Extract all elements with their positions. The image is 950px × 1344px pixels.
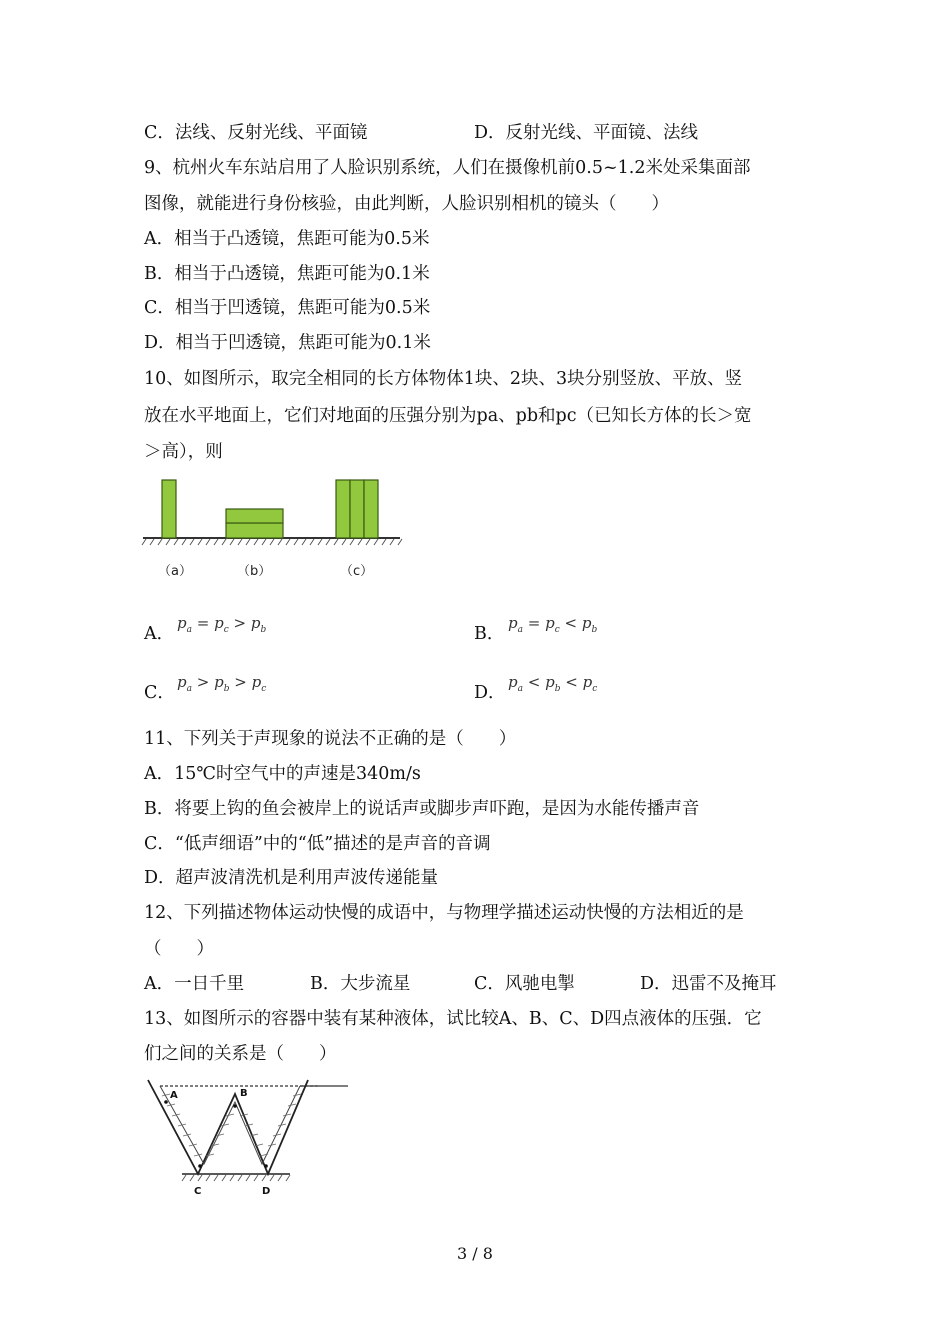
q9-stem-line2: 图像，就能进行身份核验，由此判断，人脸识别相机的镜头（ ） [144,194,669,214]
q11-stem: 11、下列关于声现象的说法不正确的是（ ） [144,729,517,749]
q9-option-a: A．相当于凸透镜，焦距可能为0.5米 [144,229,430,249]
block-c-1 [336,480,350,538]
q13-stem-line1: 13、如图所示的容器中装有某种液体，试比较A、B、C、D四点液体的压强．它 [144,1009,762,1029]
q10-stem-line1: 10、如图所示，取完全相同的长方体物体1块、2块、3块分别竖放、平放、竖 [144,369,743,389]
q10-option-d-formula: $p_a < p_b < p_c$ [508,673,598,694]
q12-option-d: D．迅雷不及掩耳 [640,974,777,994]
q10-option-a-formula: $p_a = p_c > p_b$ [177,614,267,635]
q11-option-b: B．将要上钩的鱼会被岸上的说话声或脚步声吓跑，是因为水能传播声音 [144,799,700,819]
q10-stem-line3: ＞高），则 [144,442,223,462]
q10-option-c-formula: $p_a > p_b > p_c$ [177,673,267,694]
point-c [198,1164,202,1168]
q9-option-b: B．相当于凸透镜，焦距可能为0.1米 [144,264,430,284]
q12-option-b: B．大步流星 [310,974,411,994]
q13-container-figure [140,1074,355,1198]
q9-option-d: D．相当于凹透镜，焦距可能为0.1米 [144,333,431,353]
q10-option-b-letter: B． [474,624,505,644]
label-a: （a） [158,564,192,579]
q12-option-c: C．风驰电掣 [474,974,575,994]
point-a [164,1100,168,1104]
q10-option-d-letter: D． [474,683,506,703]
block-b-top [226,509,283,523]
label-b: （b） [237,564,272,579]
q9-stem-line1: 9、杭州火车东站启用了人脸识别系统，人们在摄像机前0.5~1.2米处采集面部 [144,158,751,178]
q11-option-a: A．15℃时空气中的声速是340m/s [144,764,421,784]
block-a [162,480,176,538]
ground [142,538,402,545]
label-b: B [240,1088,248,1099]
q10-stem-line2: 放在水平地面上，它们对地面的压强分别为pa、pb和pc（已知长方体的长＞宽 [144,406,752,426]
block-c-2 [350,480,364,538]
block-c-3 [364,480,378,538]
q10-option-c-letter: C． [144,683,175,703]
q12-stem-line1: 12、下列描述物体运动快慢的成语中，与物理学描述运动快慢的方法相近的是 [144,903,744,923]
label-d: D [262,1186,271,1197]
page-number: 3 / 8 [457,1244,493,1263]
q8-option-c: C．法线、反射光线、平面镜 [144,123,368,143]
label-c: C [194,1186,202,1197]
point-b [233,1104,237,1108]
block-b-bottom [226,523,283,538]
point-d [264,1164,268,1168]
label-a: A [170,1090,178,1101]
q10-blocks-figure [140,474,405,586]
q8-option-d: D．反射光线、平面镜、法线 [474,123,699,143]
q9-option-c: C．相当于凹透镜，焦距可能为0.5米 [144,298,431,318]
q10-option-b-formula: $p_a = p_c < p_b$ [508,614,598,635]
q10-option-a-letter: A． [144,624,175,644]
q13-stem-line2: 们之间的关系是（ ） [144,1044,337,1064]
q11-option-d: D．超声波清洗机是利用声波传递能量 [144,868,439,888]
label-c: （c） [340,564,374,579]
q12-option-a: A．一日千里 [144,974,245,994]
q11-option-c: C．“低声细语”中的“低”描述的是声音的音调 [144,834,491,854]
q12-stem-line2: （ ） [144,939,214,959]
